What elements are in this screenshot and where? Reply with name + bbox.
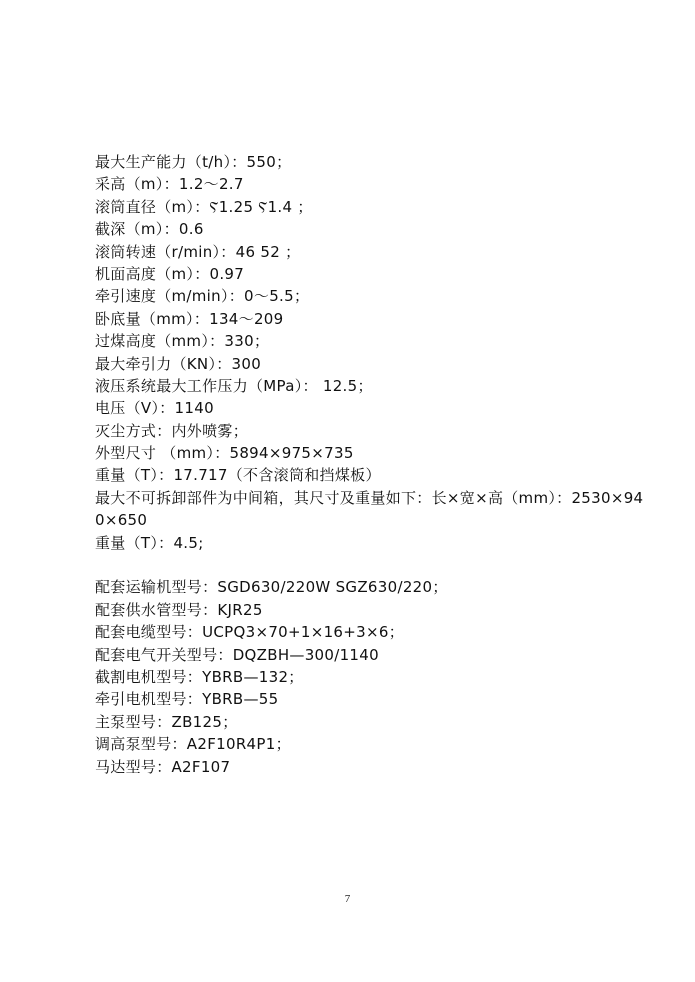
document-body — [95, 151, 655, 778]
spec-undercut: 卧底量（mm）：134～209 — [95, 309, 284, 328]
equip-conveyor: 配套运输机型号：SGD630/220W SGZ630/220； — [95, 578, 448, 597]
equip-motor: 马达型号：A2F107 — [95, 757, 231, 776]
spec-drum-diameter: 滚筒直径（m）：Ⲋ1.25 Ⲋ1.4 ； — [95, 197, 313, 216]
spec-coal-clearance: 过煤高度（mm）：330； — [95, 332, 270, 351]
spec-max-haulage-force: 最大牵引力（KN）：300 — [95, 354, 262, 373]
spec-haulage-speed: 牵引速度（m/min）：0～5.5； — [95, 287, 310, 306]
spec-largest-component: 最大不可拆卸部件为中间箱，其尺寸及重量如下：长×宽×高（mm）：2530×940×650 — [95, 488, 644, 530]
equip-cutting-motor: 截割电机型号：YBRB—132； — [95, 668, 304, 687]
equip-haulage-motor: 牵引电机型号：YBRB—55 — [95, 690, 279, 709]
spec-list — [95, 151, 655, 554]
spec-weight: 重量（T）：17.717（不含滚筒和挡煤板） — [95, 466, 381, 485]
equipment-list — [95, 576, 655, 778]
spec-voltage: 电压（V）：1140 — [95, 399, 214, 418]
spec-hydraulic-pressure: 液压系统最大工作压力（MPa）： 12.5； — [95, 376, 373, 395]
spec-mining-height: 采高（m）：1.2～2.7 — [95, 175, 244, 194]
equip-cable: 配套电缆型号：UCPQ3×70+1×16+3×6； — [95, 623, 404, 642]
equip-water-hose: 配套供水管型号：KJR25 — [95, 600, 263, 619]
spacer — [95, 554, 655, 576]
spec-component-weight: 重量（T）：4.5; — [95, 533, 204, 552]
spec-cutting-depth: 截深（m）：0.6 — [95, 220, 204, 239]
equip-height-pump: 调高泵型号：A2F10R4P1； — [95, 735, 291, 754]
spec-dust-suppression: 灭尘方式：内外喷雾； — [95, 421, 249, 440]
spec-dimensions: 外型尺寸 （mm）：5894×975×735 — [95, 444, 354, 463]
spec-machine-height: 机面高度（m）：0.97 — [95, 264, 245, 283]
equip-switch: 配套电气开关型号：DQZBH—300/1140 — [95, 645, 379, 664]
spec-drum-speed: 滚筒转速（r/min）：46 52 ； — [95, 242, 301, 261]
spec-max-capacity: 最大生产能力（t/h）：550； — [95, 153, 292, 171]
equip-main-pump: 主泵型号：ZB125； — [95, 712, 238, 731]
page-number: 7 — [344, 893, 351, 905]
